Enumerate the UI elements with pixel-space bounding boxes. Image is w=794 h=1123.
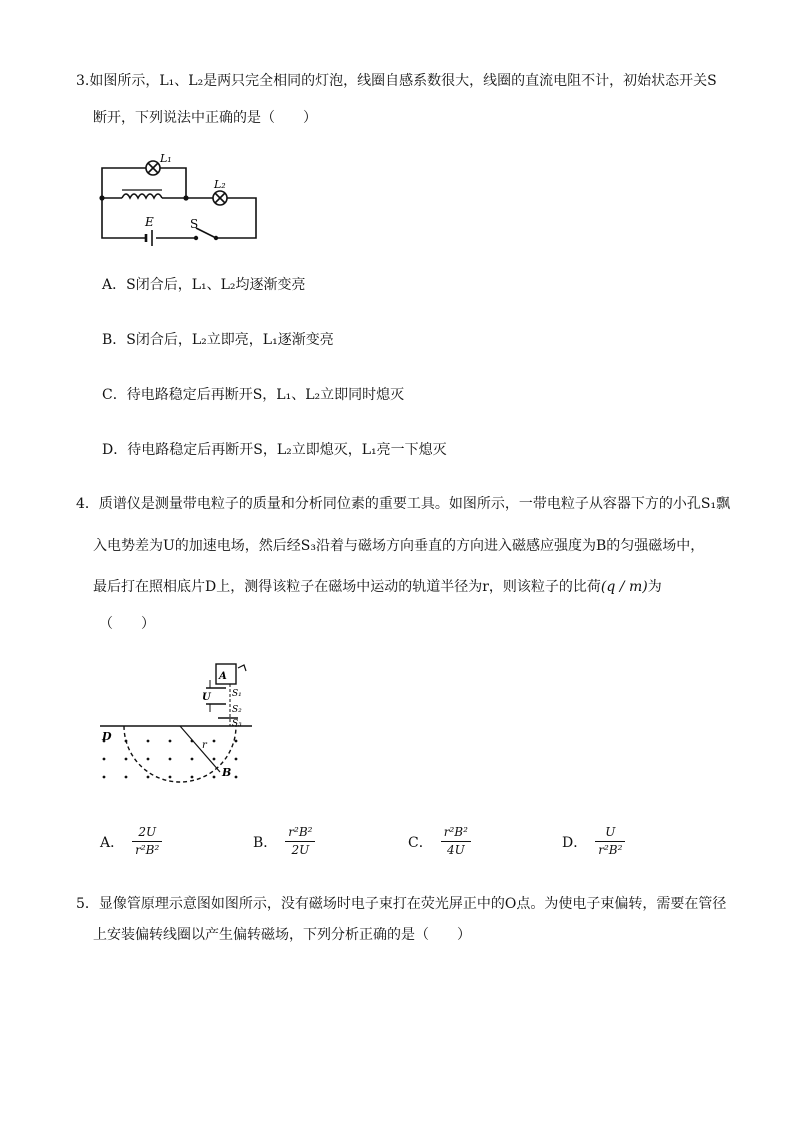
question-3-option-c: C．待电路稳定后再断开S，L₁、L₂立即同时熄灭 [102,387,405,403]
option-d-denominator: r²B² [598,843,623,857]
question-3-option-d: D．待电路稳定后再断开S，L₂立即熄灭，L₁亮一下熄灭 [102,442,447,458]
question-4-stem-line-1: 质谱仪是测量带电粒子的质量和分析同位素的重要工具。如图所示，一带电粒子从容器下方的小孔S₁飘 [98,496,731,512]
question-4-option-b [253,825,315,858]
label-u: U [202,692,211,703]
question-4-stem-line-4: （ ） [99,616,155,632]
wire-bottom-left [102,198,146,238]
option-c-fraction [441,825,471,858]
question-5-stem-line-2: 上安装偏转线圈以产生偏转磁场，下列分析正确的是（ ） [93,927,471,943]
question-5-stem-line-1: 显像管原理示意图如图所示，没有磁场时电子束打在荧光屏正中的O点。为使电子束偏转，需要在管径 [98,896,727,912]
question-3-option-a: A．S闭合后，L₁、L₂均逐渐变亮 [102,277,306,293]
label-s2: S₂ [232,705,242,715]
option-d-label: D． [562,834,588,851]
option-c-numerator: r²B² [441,825,471,842]
question-4-stem-line-3: 最后打在照相底片D上，测得该粒子在磁场中运动的轨道半径为r，则该粒子的比荷 [93,579,601,595]
label-e: E [145,215,154,229]
circuit-diagram [96,150,266,246]
label-d: D [102,730,112,743]
wire-top-right [160,168,186,198]
option-b-denominator: 2U [291,843,310,857]
label-b: B [222,766,232,779]
option-b-label: B． [253,834,278,851]
switch-contact [214,236,218,240]
question-4-ratio: (q / m) [600,579,648,595]
label-l1: L₁ [160,152,172,165]
option-c-denominator: 4U [446,843,465,857]
switch-pivot [194,236,198,240]
question-4-option-a [100,825,162,858]
label-s: S [190,217,199,231]
inductor-coil-icon [122,194,162,198]
question-4-stem-line-3-end: 为 [647,579,662,595]
option-b-fraction [285,825,315,858]
junction-left [99,195,104,200]
inlet-tube-icon [238,665,246,671]
question-4-line-3 [93,577,662,597]
question-5-line-1 [76,894,726,914]
label-a: A [219,671,227,682]
question-3-option-b: B．S闭合后，L₂立即亮，L₁逐渐变亮 [102,332,334,348]
option-a-numerator: 2U [132,825,162,842]
option-b-numerator: r²B² [285,825,315,842]
question-4-line-1 [76,494,730,514]
question-4-number: 4． [76,496,99,512]
question-5-number: 5． [76,896,99,912]
wire-top-left [102,168,146,198]
question-4-option-d [562,825,625,858]
question-4-option-c [408,825,471,858]
label-l2: L₂ [214,178,226,191]
question-3-line-1 [76,71,717,91]
label-s1: S₁ [232,689,242,699]
question-3-number: 3. [76,73,90,89]
label-s3: S₃ [232,719,242,729]
option-d-numerator: U [595,825,625,842]
junction-right [183,195,188,200]
question-3-stem-line-2: 断开，下列说法中正确的是（ ） [93,110,317,126]
option-c-label: C． [408,834,433,851]
option-d-fraction [595,825,625,858]
switch-s-icon [196,228,216,238]
lamp-l2-icon [213,191,227,205]
option-a-label: A． [100,834,125,851]
option-a-denominator: r²B² [135,843,160,857]
lamp-l1-icon [146,161,160,175]
question-4-stem-line-2: 入电势差为U的加速电场，然后经S₃沿着与磁场方向垂直的方向进入磁感应强度为B的匀强磁场中， [93,538,705,554]
option-a-fraction [132,825,162,858]
question-3-stem-line-1: 如图所示，L₁、L₂是两只完全相同的灯泡，线圈自感系数很大，线圈的直流电阻不计，初始状态开关S [89,73,717,89]
label-r: r [202,740,207,751]
mass-spectrometer-diagram [98,660,258,786]
